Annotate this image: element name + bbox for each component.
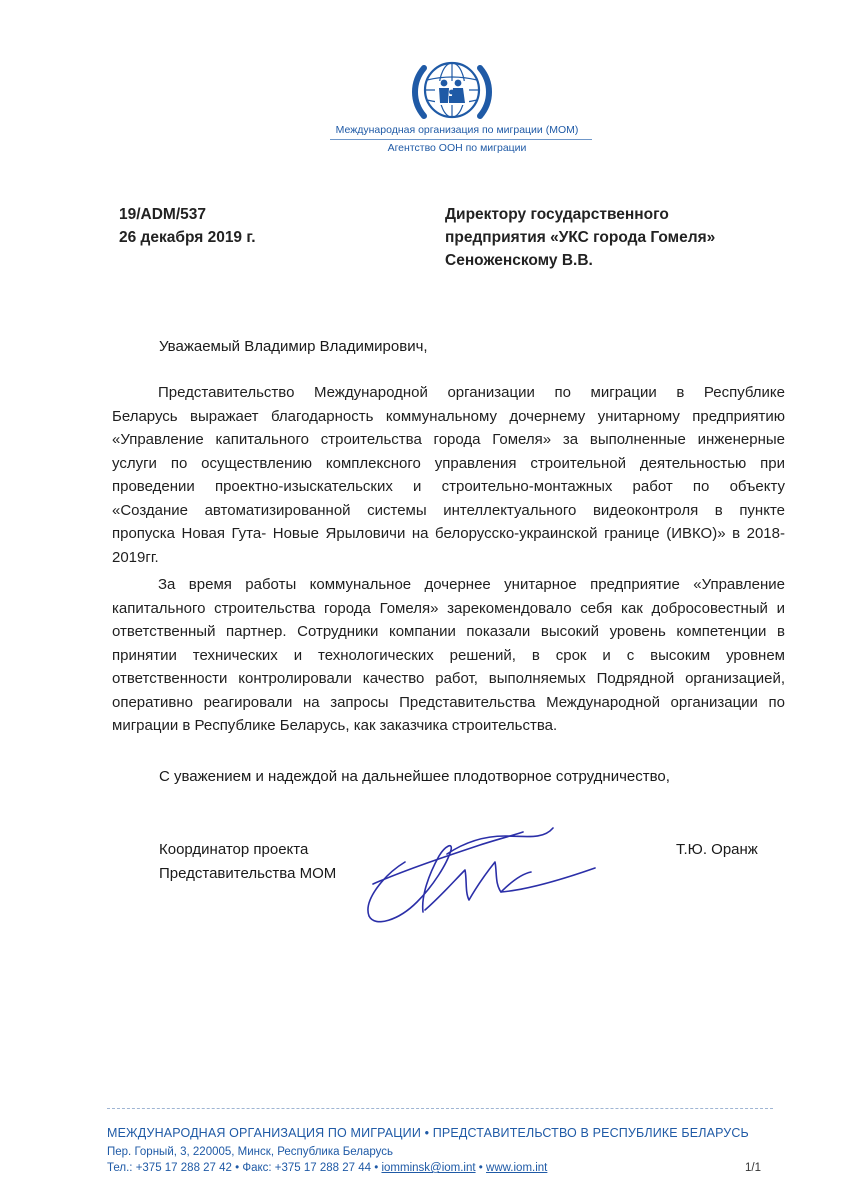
signer-role-line: Координатор проекта	[159, 841, 309, 858]
handwritten-signature	[355, 822, 610, 932]
letter-date: 26 декабря 2019 г.	[119, 229, 256, 246]
footer-address: Пер. Горный, 3, 220005, Минск, Республика Беларусь	[107, 1146, 393, 1158]
footer-contacts	[107, 1162, 547, 1174]
footer-website-link[interactable]: www.iom.int	[486, 1162, 548, 1174]
addressee-line: Директору государственного	[445, 206, 669, 223]
letterhead-agency-name: Агентство ООН по миграции	[387, 142, 527, 154]
body-paragraph-1	[112, 381, 785, 569]
page-number: 1/1	[745, 1162, 761, 1174]
paragraph-line: За время работы коммунальное дочернее унитарное предприятие «Управление	[158, 576, 785, 593]
paragraph-line: проведении проектно-изыскательских и строительно-монтажных работ по объекту	[112, 478, 785, 495]
iom-logo-icon	[408, 46, 496, 128]
paragraph-line: миграции в Республике Беларусь, как заказчика строительства.	[112, 717, 558, 734]
addressee-block	[445, 203, 715, 272]
footer-separator: •	[478, 1162, 483, 1174]
footer-phone-fax: Тел.: +375 17 288 27 42 • Факс: +375 17 288 27 44 •	[107, 1162, 379, 1174]
letter-reference	[119, 203, 256, 249]
footer-email-link[interactable]: iomminsk@iom.int	[381, 1162, 476, 1174]
salutation: Уважаемый Владимир Владимирович,	[159, 338, 428, 355]
paragraph-line: пропуска Новая Гута- Новые Ярыловичи на белорусско-украинской границе (ИВКО)» в 2018-	[112, 525, 785, 542]
footer-divider	[107, 1108, 773, 1109]
paragraph-line: «Создание автоматизированной системы интеллектуального видеоконтроля в пункте	[112, 501, 785, 519]
paragraph-line: Беларусь выражает благодарность коммунальному дочернему унитарному предприятию	[112, 407, 785, 425]
letterhead-divider	[330, 139, 592, 140]
paragraph-line: капитального строительства города Гомеля» зарекомендовало себя как добросовестный и	[112, 599, 785, 617]
body-paragraph-2	[112, 573, 785, 738]
paragraph-line: «Управление капитального строительства города Гомеля» за выполненные инженерные	[112, 431, 785, 448]
paragraph-line: Представительство Международной организации по миграции в Республике	[158, 384, 785, 401]
paragraph-line: ответственный партнер. Сотрудники компании показали высокий уровень компетенции в	[112, 623, 785, 640]
addressee-line: предприятия «УКС города Гомеля»	[445, 229, 716, 246]
reference-number: 19/ADM/537	[119, 206, 207, 223]
addressee-line: Сеноженскому В.В.	[445, 252, 593, 269]
closing-line: С уважением и надеждой на дальнейшее плодотворное сотрудничество,	[159, 768, 670, 785]
signer-role-line: Представительства МОМ	[159, 864, 337, 882]
paragraph-line: услуги по осуществлению комплексного управления строительной деятельностью при	[112, 454, 785, 472]
signer-name: Т.Ю. Оранж	[676, 841, 758, 858]
paragraph-line: принятии технических и технологических решений, в срок и с высоким уровнем	[112, 646, 785, 664]
letterhead-org-name: Международная организация по миграции (МОМ)	[335, 124, 579, 136]
paragraph-line: оперативно реагировали на запросы Представительства Международной организации по	[112, 693, 785, 711]
signer-role	[159, 838, 336, 885]
paragraph-line: 2019гг.	[112, 548, 159, 566]
paragraph-line: ответственности контролировали качество работ, выполняемых Подрядной организацией,	[112, 670, 785, 687]
footer-org-line: МЕЖДУНАРОДНАЯ ОРГАНИЗАЦИЯ ПО МИГРАЦИИ • ПРЕДСТАВИТЕЛЬСТВО В РЕСПУБЛИКЕ БЕЛАРУСЬ	[107, 1126, 749, 1140]
